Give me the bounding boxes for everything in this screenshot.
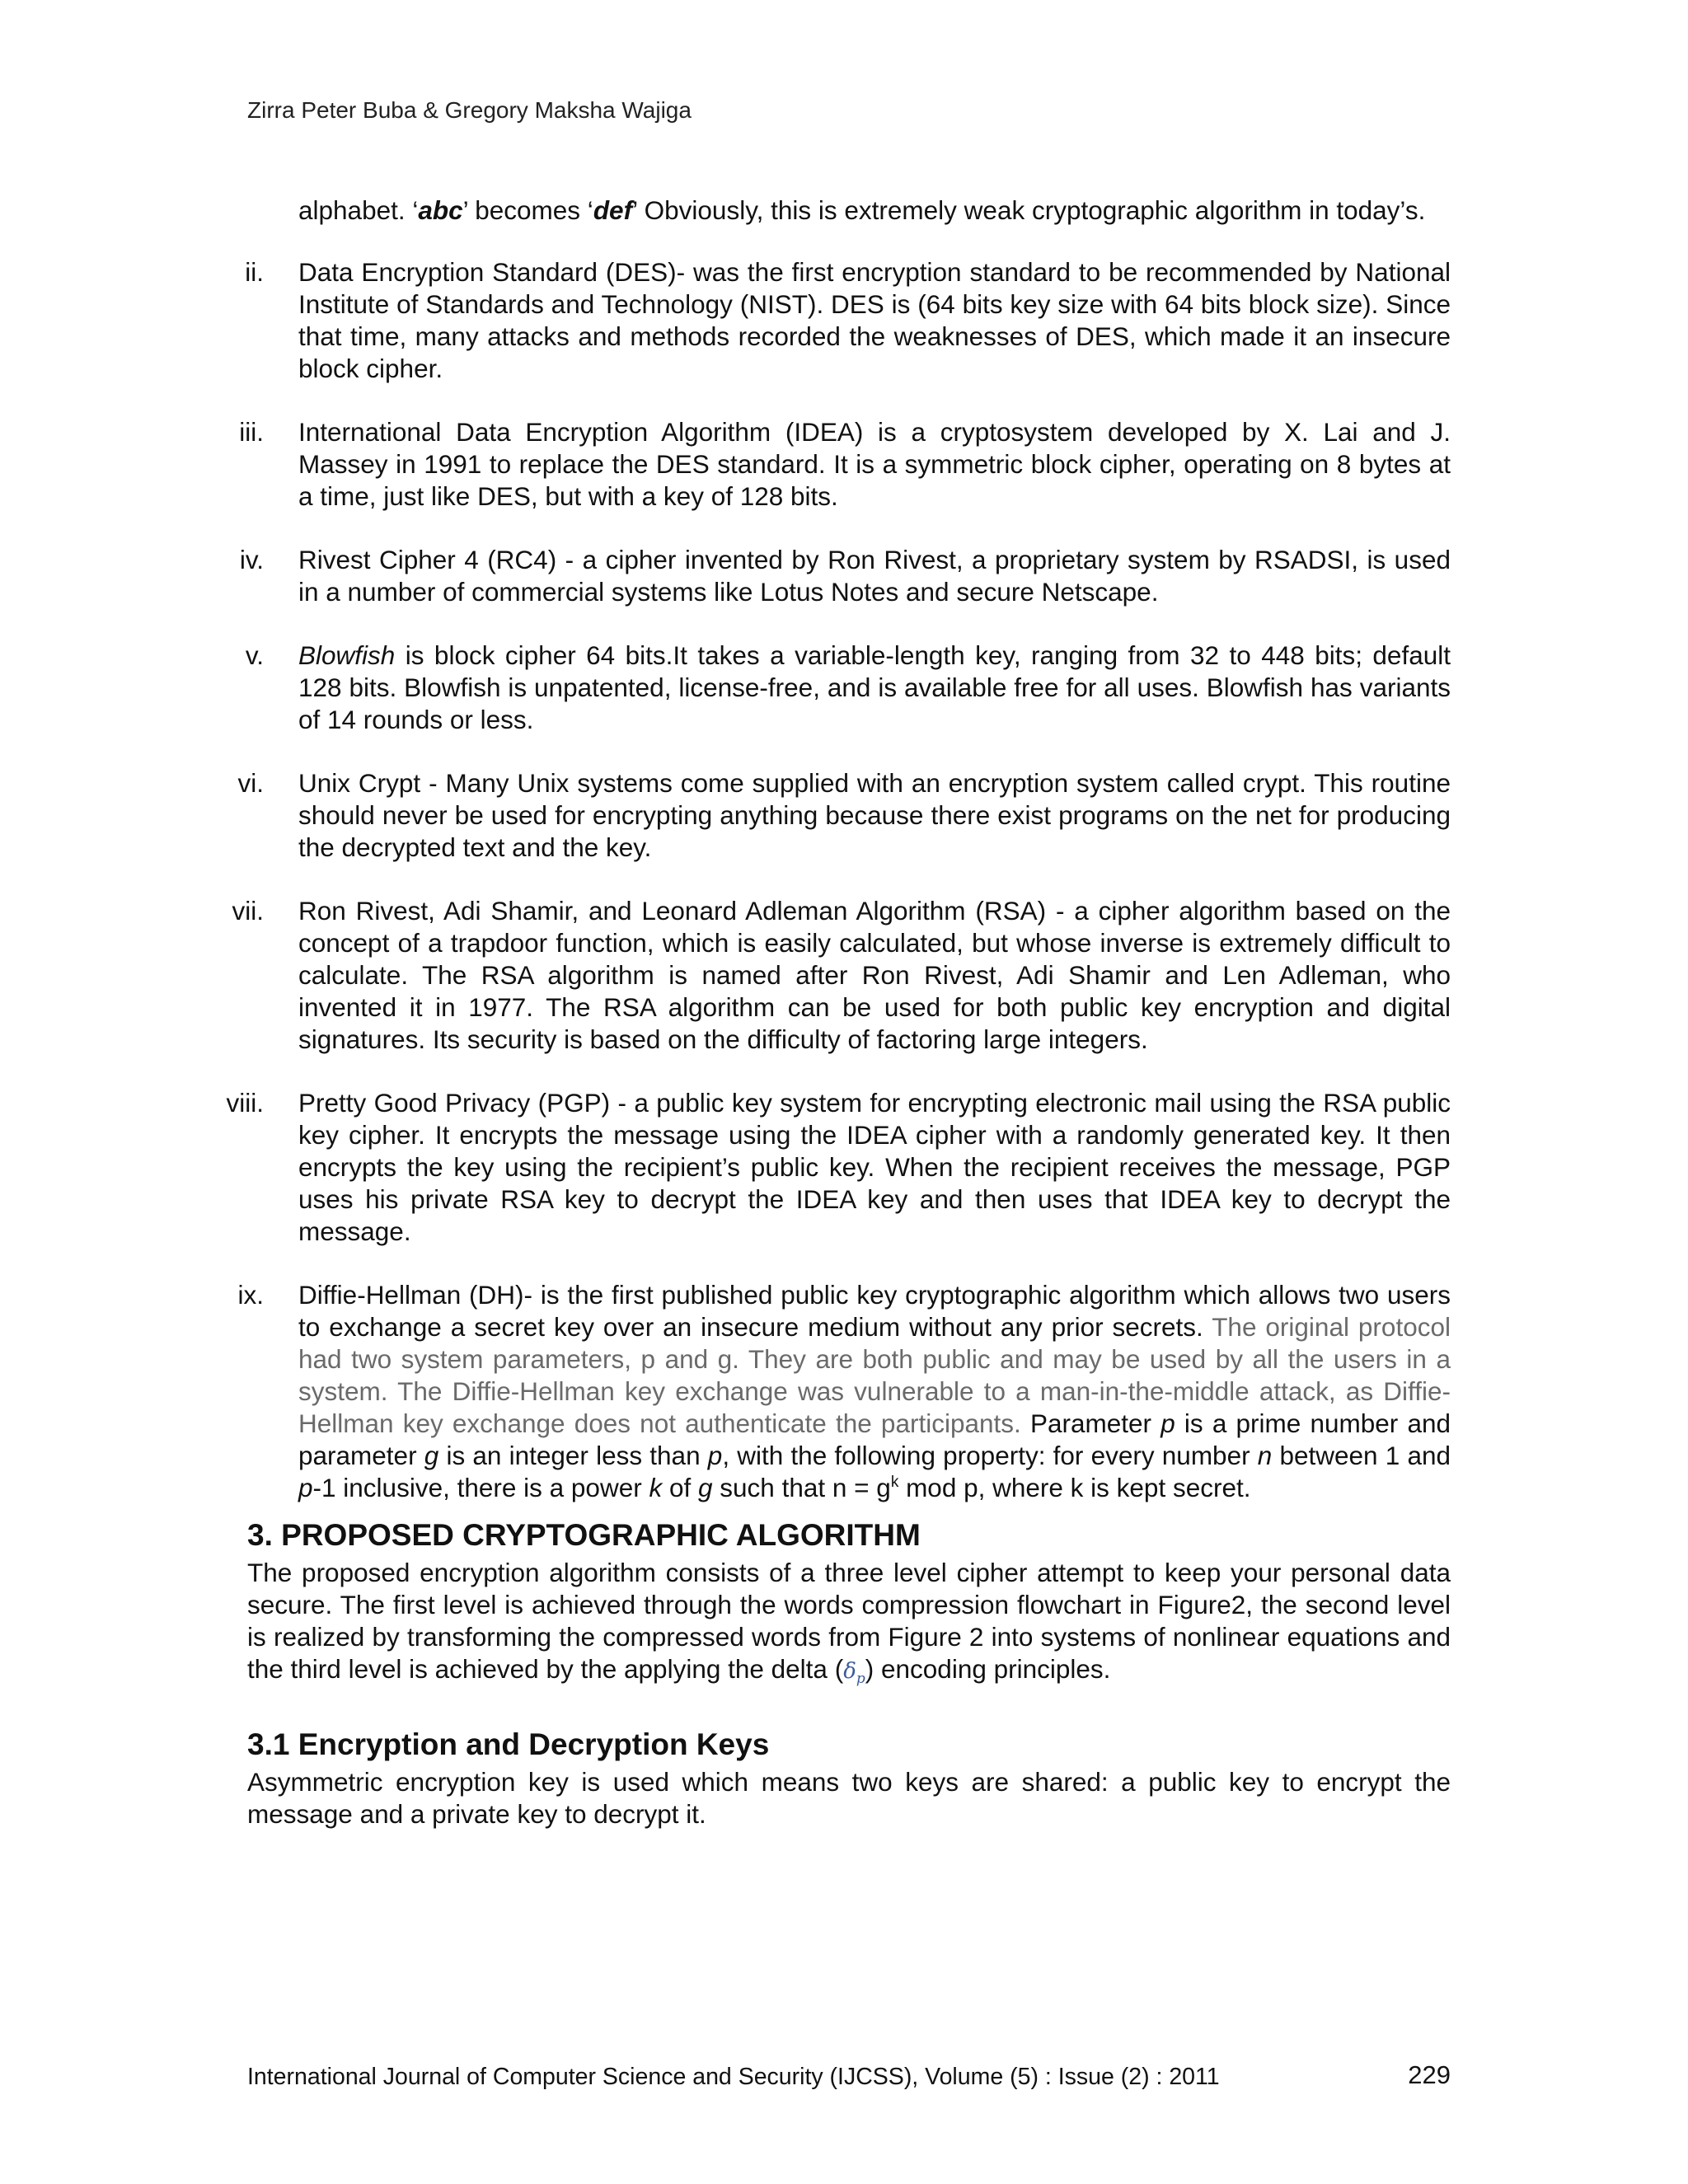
variable-n: n bbox=[1257, 1441, 1273, 1470]
list-item-text: is block cipher 64 bits.It takes a variable-length key, ranging from 32 to 448 bits; default 128 bits. Blowfish is unpatented, license-free, and is available free for all uses. Blowfish has variants of 14 rounds or less. bbox=[298, 640, 1451, 734]
page-footer bbox=[247, 2060, 1451, 2091]
list-item-i-continued bbox=[247, 194, 1451, 227]
gray-text-fragment: The original protocol had two system parameters, p and g. They are both public and may be used by all the users in a system. The Diffie-Hellman key exchange was vulnerable to a man-in-the-middle attack, as Diffie-Hellman key exchange does not authenticate the participants. bbox=[298, 1312, 1451, 1438]
list-item-text: Data Encryption Standard (DES)- was the first encryption standard to be recommended by National Institute of Standards and Technology (NIST). DES is (64 bits key size with 64 bits block size). Since that time, many attacks and methods recorded the weaknesses of DES, which made it an insecure block cipher. bbox=[298, 257, 1451, 383]
list-item-v bbox=[247, 640, 1451, 736]
section-3-1-paragraph: Asymmetric encryption key is used which means two keys are shared: a public key to encrypt the message and a private key to decrypt it. bbox=[247, 1767, 1451, 1830]
list-number: iv. bbox=[239, 545, 264, 574]
text-fragment: of bbox=[662, 1473, 698, 1502]
list-number: ix. bbox=[237, 1280, 264, 1310]
list-number: viii. bbox=[226, 1088, 264, 1118]
delta-subscript: p bbox=[856, 1671, 865, 1688]
list-item-iii bbox=[239, 416, 1451, 513]
text-fragment: is a prime number and parameter bbox=[298, 1408, 1451, 1470]
list-item-vii bbox=[232, 895, 1451, 1056]
variable-p: p bbox=[1160, 1408, 1175, 1438]
variable-g: g bbox=[424, 1441, 439, 1470]
list-item-ii bbox=[247, 256, 1451, 385]
page-content bbox=[226, 194, 1451, 1830]
variable-p: p bbox=[707, 1441, 723, 1470]
list-number: vii. bbox=[232, 896, 264, 926]
page-number: 229 bbox=[1408, 2060, 1451, 2089]
variable-p: p bbox=[298, 1473, 313, 1502]
list-item-text: Ron Rivest, Adi Shamir, and Leonard Adleman Algorithm (RSA) - a cipher algorithm based on the concept of a trapdoor function, which is easily calculated, but whose inverse is extremely difficult to calculate. The RSA algorithm is named after Ron Rivest, Adi Shamir and Len Adleman, who invented it in 1977. The RSA algorithm can be used for both public key encryption and digital signatures. Its security is based on the difficulty of factoring large integers. bbox=[298, 896, 1451, 1054]
text-fragment: Parameter bbox=[1020, 1408, 1161, 1438]
text-fragment: alphabet. ‘ bbox=[298, 195, 419, 225]
text-fragment: -1 inclusive, there is a power bbox=[312, 1473, 649, 1502]
list-item-text: Pretty Good Privacy (PGP) - a public key system for encrypting electronic mail using the RSA public key cipher. It encrypts the message using the IDEA cipher with a randomly generated key. It then encrypts the key using the recipient’s public key. When the recipient receives the message, PGP uses his private RSA key to decrypt the IDEA key and then uses that IDEA key to decrypt the message. bbox=[298, 1088, 1451, 1246]
list-number: ii. bbox=[245, 257, 264, 287]
text-fragment: mod p, where k is kept secret. bbox=[898, 1473, 1251, 1502]
text-fragment: is an integer less than bbox=[438, 1441, 708, 1470]
emphasis-blowfish: Blowfish bbox=[298, 640, 396, 670]
list-number: iii. bbox=[239, 417, 264, 447]
section-heading-3: 3. PROPOSED CRYPTOGRAPHIC ALGORITHM bbox=[247, 1518, 921, 1552]
text-fragment: The proposed encryption algorithm consists of a three level cipher attempt to keep your personal data secure. The first level is achieved through the words compression flowchart in Figure2, the second level is realized by transforming the compressed words from Figure 2 into systems of nonlinear equations and the third level is achieved by the applying the delta ( bbox=[247, 1558, 1451, 1684]
list-item-ix bbox=[237, 1279, 1451, 1504]
text-fragment: such that n = g bbox=[712, 1473, 891, 1502]
section-3-paragraph bbox=[247, 1557, 1451, 1695]
emphasis-abc: abc bbox=[418, 195, 463, 225]
emphasis-def: def bbox=[593, 195, 633, 225]
list-item-iv bbox=[239, 544, 1451, 608]
list-item-viii bbox=[226, 1087, 1451, 1248]
delta-letter: δ bbox=[843, 1659, 856, 1684]
superscript-k: k bbox=[890, 1474, 899, 1491]
section-heading-3-1: 3.1 Encryption and Decryption Keys bbox=[247, 1727, 770, 1762]
journal-citation: International Journal of Computer Science and Security (IJCSS), Volume (5) : Issue (2) : 2011 bbox=[247, 2064, 1220, 2090]
variable-k: k bbox=[649, 1473, 663, 1502]
list-number: v. bbox=[245, 640, 264, 670]
text-fragment: Diffie-Hellman (DH)- is the first published public key cryptographic algorithm which allows two users to exchange a secret key over an insecure medium without any prior secrets. bbox=[298, 1280, 1451, 1342]
text-fragment: ) encoding principles. bbox=[865, 1654, 1111, 1684]
variable-g: g bbox=[698, 1473, 713, 1502]
text-fragment: ’ becomes ‘ bbox=[462, 195, 593, 225]
list-item-vi bbox=[237, 767, 1451, 864]
list-number: vi. bbox=[237, 768, 264, 798]
list-item-text: Rivest Cipher 4 (RC4) - a cipher invented by Ron Rivest, a proprietary system by RSADSI, is used in a number of commercial systems like Lotus Notes and secure Netscape. bbox=[298, 545, 1451, 607]
text-fragment: between 1 and bbox=[1272, 1441, 1451, 1470]
list-item-text: International Data Encryption Algorithm (IDEA) is a cryptosystem developed by X. Lai and J. Massey in 1991 to replace the DES standard. It is a symmetric block cipher, operating on 8 bytes at a time, just like DES, but with a key of 128 bits. bbox=[298, 417, 1451, 511]
delta-symbol bbox=[843, 1659, 865, 1688]
text-fragment: , with the following property: for every number bbox=[722, 1441, 1258, 1470]
text-fragment: ’ Obviously, this is extremely weak cryptographic algorithm in today’s. bbox=[632, 195, 1426, 225]
running-header: Zirra Peter Buba & Gregory Maksha Wajiga bbox=[247, 97, 692, 123]
list-item-text: Unix Crypt - Many Unix systems come supplied with an encryption system called crypt. This routine should never be used for encrypting anything because there exist programs on the net for producing the decrypted text and the key. bbox=[298, 768, 1451, 862]
